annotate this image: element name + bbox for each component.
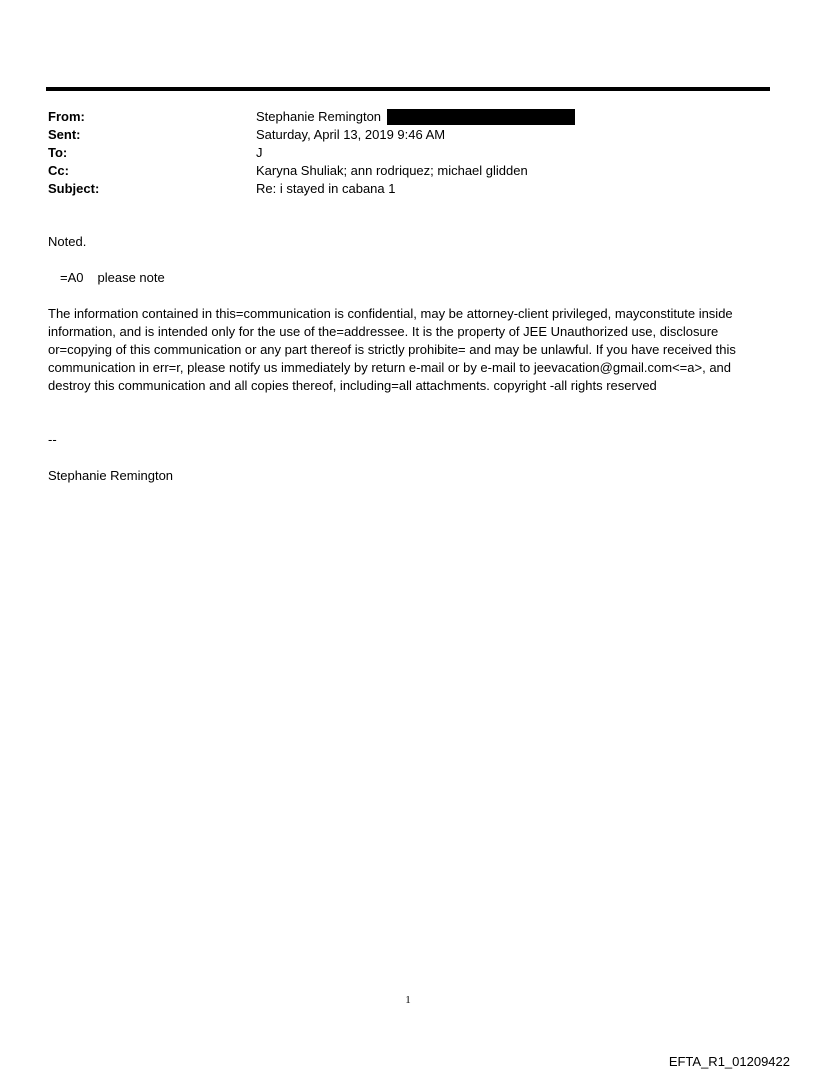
subject-label: Subject: [48, 181, 100, 196]
cc-row [48, 162, 768, 180]
to-row [48, 144, 768, 162]
subject-value: Re: i stayed in cabana 1 [256, 181, 396, 196]
document-id: EFTA_R1_01209422 [668, 1054, 790, 1069]
from-value [256, 108, 575, 126]
from-label: From: [48, 109, 85, 124]
cc-value: Karyna Shuliak; ann rodriquez; michael glidden [256, 163, 528, 178]
subject-row [48, 180, 768, 198]
body-please-note [60, 269, 780, 287]
email-header [48, 108, 768, 198]
please-note-text: please note [97, 270, 165, 285]
redaction-box [387, 109, 575, 125]
from-row [48, 108, 768, 126]
sender-name: Stephanie Remington [256, 109, 382, 124]
signature-name: Stephanie Remington [48, 468, 174, 483]
sent-row [48, 126, 768, 144]
header-divider [46, 87, 770, 91]
cc-label: Cc: [48, 163, 69, 178]
body-noted: Noted. [48, 234, 87, 249]
encoded-space: =A0 [60, 270, 84, 285]
signature-separator: -- [48, 432, 57, 447]
to-value: J [256, 145, 263, 160]
confidentiality-disclaimer: The information contained in this=communication is confidential, may be attorney-client privileged, mayconstitute inside information, and is intended only for the use of the=addressee. It is the property of JEE Unauthorized use, disclosure or=copying of this communication or any part thereof is strictly prohibite= and may be unlawful. If you have received this communication in err=r, please notify us immediately by return e-mail or by e-mail to jeevacation@gmail.com<=a>, and destroy this communication and all copies thereof, including=all attachments. copyright -all rights reserved [48, 306, 736, 393]
page-number: 1 [405, 994, 411, 1006]
sent-label: Sent: [48, 127, 81, 142]
sent-value: Saturday, April 13, 2019 9:46 AM [256, 127, 446, 142]
to-label: To: [48, 145, 68, 160]
